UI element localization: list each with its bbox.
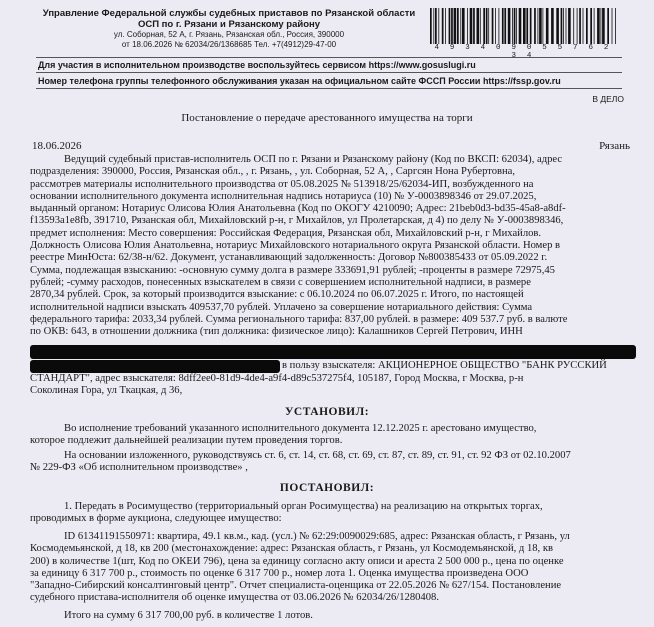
issuer-address: ул. Соборная, 52 А, г. Рязань, Рязанская обл., Россия, 390000 xyxy=(113,30,345,39)
intro-line: Ведущий судебный пристав-исполнитель ОСП по г. Рязани и Рязанскому району (Код по ВКСП: 62034), адрес xyxy=(64,154,563,165)
creditor-line: СТАНДАРТ", адрес взыскателя: 8dff2ee0-81d9-4de4-a9f4-d89c537275f4, 105187, Город Москва, г Москва, р-н xyxy=(30,373,524,384)
intro-line: 2870,34 рублей. Срок, за который производится взыскание: с 06.10.2024 по 06.07.2025 г. Итого, по настоящей xyxy=(30,289,524,301)
intro-line: Должность Олисова Юлия Анатольевна, нотариус Михайловского нотариального округа Рязанской области. Номер в xyxy=(30,240,561,252)
total-text: Итого на сумму 6 317 700,00 руб. в количестве 1 лотов. xyxy=(64,610,313,621)
document-city: Рязань xyxy=(599,140,630,152)
issuer-header xyxy=(36,8,422,56)
intro-line: f13593a1e8fb, 391710, Рязанская обл, Михайловский р-н, г Михайлов, ул Пролетарская, д 4) по делу № У-0003898346, xyxy=(30,215,564,227)
document-date: 18.06.2026 xyxy=(32,140,82,152)
resolved-line: проводимых в форме аукциона, следующее имущество: xyxy=(30,513,282,525)
intro-line: основании исполнительного документа исполнительная надпись нотариуса (10) № У-0003898346 от 29.07.2025, xyxy=(30,190,537,202)
issuer-department: ОСП по г. Рязани и Рязанскому району xyxy=(137,19,321,30)
total-line xyxy=(30,610,636,622)
issuer-org-name: Управление Федеральной службы судебных приставов по Рязанской области xyxy=(42,8,416,19)
info-divider-bottom xyxy=(36,88,622,89)
intro-line: исполнительной надписи взыскать 409537,70 рублей. Уплачено за совершение нотариального действия: Сумма xyxy=(30,301,533,313)
intro-line: рассмотрев материалы исполнительного производства от 05.08.2025 № 513918/25/62034-ИП, возбужденного на xyxy=(30,178,534,190)
intro-paragraph xyxy=(30,154,636,338)
resolved-heading: ПОСТАНОВИЛ: xyxy=(279,482,375,494)
info-divider xyxy=(36,72,622,73)
creditor-line: Соколиная Гора, ул Ткацкая, д 36, xyxy=(30,385,183,397)
phone-notice: Номер телефона группы телефонного обслуживания указан на официальном сайте ФССП России https://fssp.gov.ru xyxy=(38,76,561,86)
resolved-item-1 xyxy=(30,501,636,526)
property-line: 200) в количестве 1(шт, Код по ОКЕИ 796), цена за единицу согласно акту описи и ареста 2 500 000 р., цена по оценке xyxy=(30,555,564,567)
intro-line: рублей; -сумму расходов, понесенных взыскателем в связи с совершением исполнительной надписи, в размере xyxy=(30,276,531,288)
gosuslugi-notice: Для участия в исполнительном производстве воспользуйтесь сервисом https://www.gosuslugi.ru xyxy=(38,60,476,70)
property-line: ID 61341191550971: квартира, 49.1 кв.м., кад. (усл.) № 62:29:0090029:685, адрес: Рязанская область, г Рязань, ул xyxy=(64,531,570,542)
intro-line: Сумма, подлежащая взысканию: -основную сумму долга в размере 333691,91 рублей; -проценты в размере 72975,45 xyxy=(30,264,555,276)
basis-paragraph xyxy=(30,450,636,475)
document-title: Постановление о передаче арестованного имущества на торги xyxy=(181,112,473,124)
redacted-debtor-data xyxy=(30,345,636,359)
established-line: которое подлежит дальнейшей реализации путем проведения торгов. xyxy=(30,435,343,447)
header-divider xyxy=(36,57,622,58)
property-line: Космодемьянской, д 18, кв 200 (местонахождение: адрес: Рязанская область, г Рязань, ул Космодемьянской, д 18, кв xyxy=(30,543,554,555)
document-reference: от 18.06.2026 № 62034/26/1368685 Тел. +7(4912)29-47-00 xyxy=(121,40,337,49)
property-line: "Западно-Сибирский консалтинговый центр". Отчет специалиста-оценщика от 22.05.2026 № 627/154. Постановление xyxy=(30,580,562,592)
basis-line: На основании изложенного, руководствуясь ст. 6, ст. 14, ст. 68, ст. 69, ст. 87, ст. 89, ст. 91, ст. 92 ФЗ от 02.10.2007 xyxy=(64,450,571,461)
property-description xyxy=(30,531,636,605)
established-line: Во исполнение требований указанного исполнительного документа 12.12.2025 г. арестовано имущество, xyxy=(64,423,537,434)
established-paragraph xyxy=(30,423,636,448)
intro-line: федерального тарифа: 2033,34 рублей. Сумма регионального тарифа: 837,00 рублей. в размере: 409 537.7 руб. в валюте xyxy=(30,313,568,325)
basis-line: № 229-ФЗ «Об исполнительном производстве» , xyxy=(30,462,248,474)
established-heading: УСТАНОВИЛ: xyxy=(284,406,370,418)
intro-line: по ОКВ: 643, в отношении должника (тип должника: физическое лицо): Калашников Сергей Петрович, ИНН xyxy=(30,326,523,338)
intro-line: предмет исполнения: Место совершения: Российская Федерация, Рязанская обл, Михайловский р-н, г Михайлов. xyxy=(30,227,542,239)
creditor-paragraph xyxy=(30,373,636,398)
document-barcode xyxy=(428,8,618,44)
intro-line: подразделения: 390000, Россия, Рязанская обл., , г. Рязань, , ул. Соборная, 52 А, , Саргсян Нона Рубертовна, xyxy=(30,166,516,178)
resolved-line: 1. Передать в Росимущество (территориальный орган Росимущества) на реализацию на открытых торгах, xyxy=(64,501,543,512)
filing-mark: В ДЕЛО xyxy=(592,94,624,104)
redacted-debtor-address xyxy=(30,360,280,373)
intro-line: выданный органом: Нотариус Олисова Юлия Анатольевна (Код по ОКОГУ 4210090; Адрес: 21beb0d3-bd35-45a8-a8df- xyxy=(30,203,566,215)
property-line: судебного пристава-исполнителя об оценке имущества от 03.06.2026 № 62034/26/1280408. xyxy=(30,592,439,604)
creditor-line: в пользу взыскателя: АКЦИОНЕРНОЕ ОБЩЕСТВО "БАНК РУССКИЙ xyxy=(282,360,607,371)
property-line: за единицу 6 317 700 р., стоимость по оценке 6 317 700 р., номер лота 1. Оценка имущества произведена ООО xyxy=(30,567,529,579)
barcode-number: 4 9 3 4 0 9 0 5 5 7 6 2 3 4 xyxy=(434,44,612,60)
intro-line: реестре МинЮста: 62/38-н/62. Документ, устанавливающий задолженность: Договор №800385433 от 05.09.2022 г. xyxy=(30,252,548,264)
